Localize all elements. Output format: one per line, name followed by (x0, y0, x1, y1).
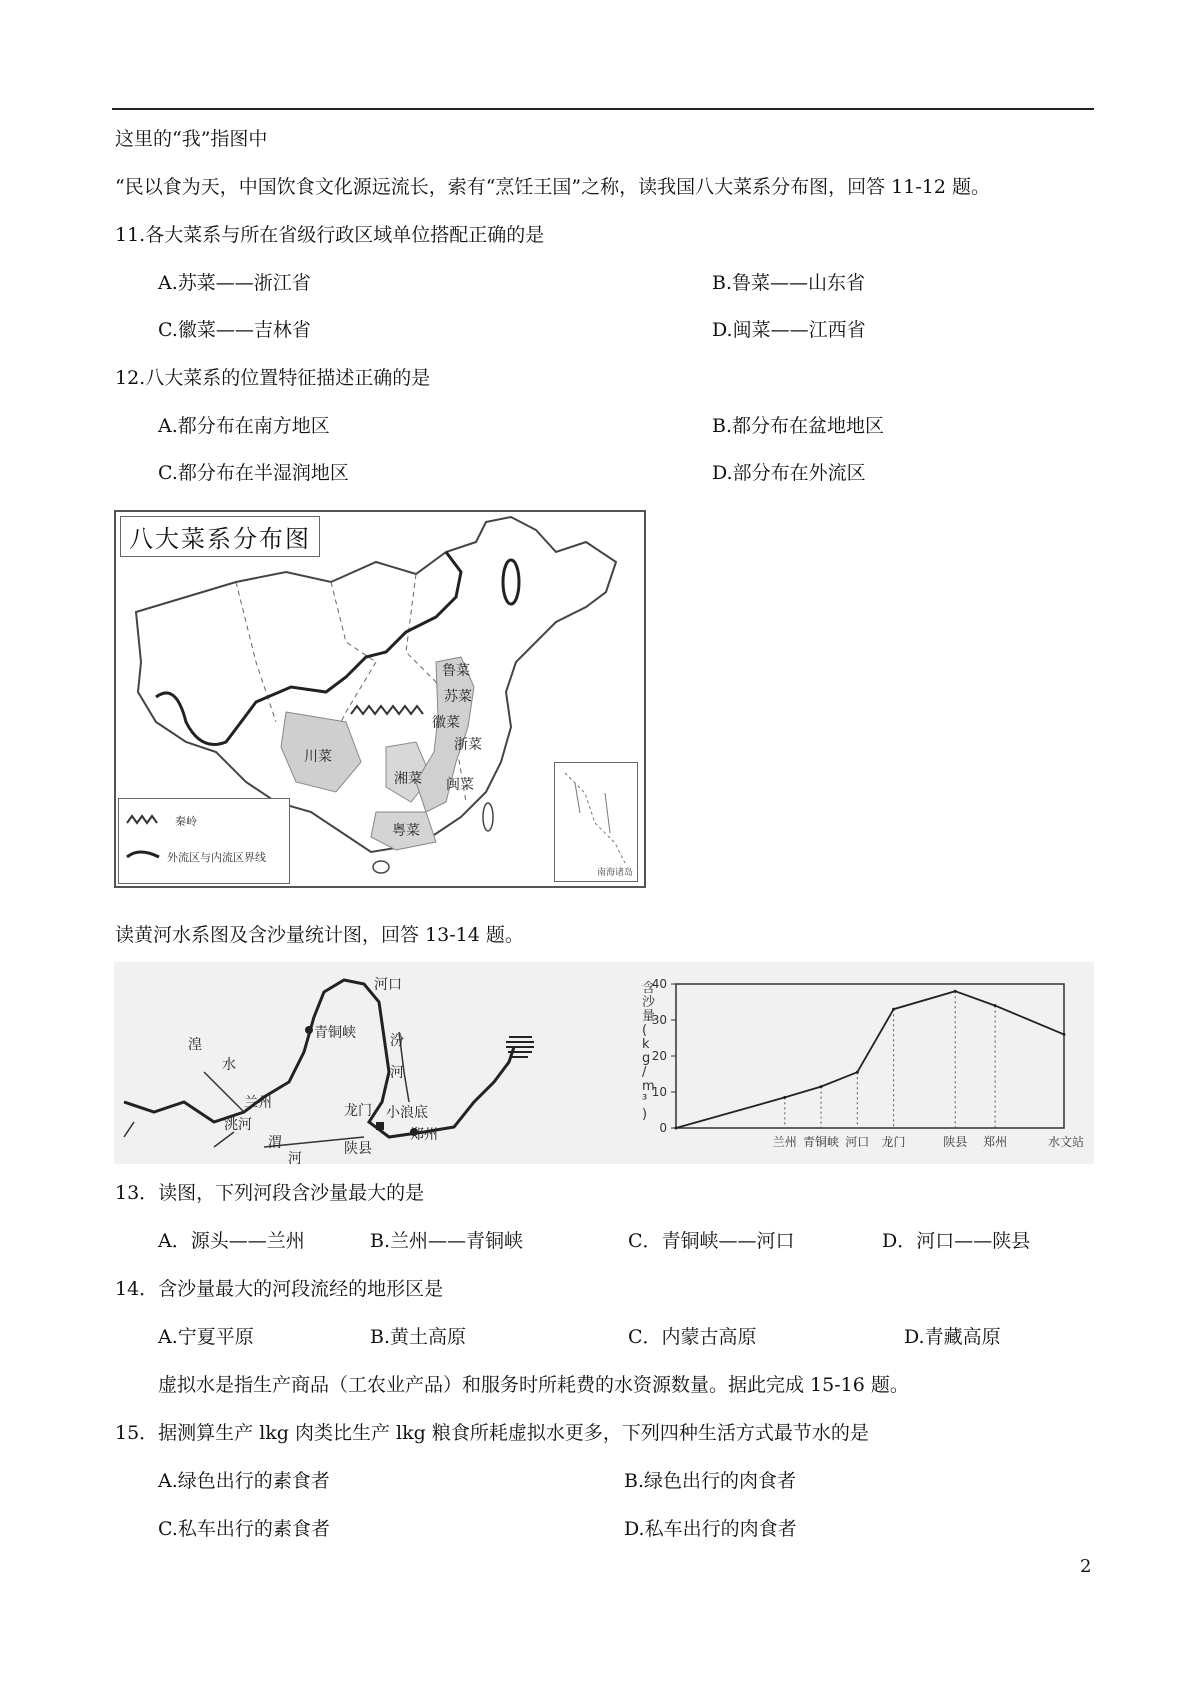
header-note: 这里的“我”指图中 (115, 128, 268, 150)
q12-stem: 12.八大菜系的位置特征描述正确的是 (115, 367, 431, 389)
q12-option-a: A.都分布在南方地区 (158, 415, 330, 437)
plot-frame (676, 984, 1064, 1128)
yellow-river-map (114, 962, 554, 1164)
header-rule (112, 108, 1094, 110)
q11-option-c: C.徽菜——吉林省 (158, 319, 311, 341)
sediment-data-point (1063, 1033, 1066, 1036)
y-tick-label: 20 (651, 1049, 667, 1063)
sediment-data-point (994, 1004, 997, 1007)
yellow-river-figure (114, 962, 1094, 1167)
x-category-label: 龙门 (881, 1135, 906, 1149)
q11-stem: 11.各大菜系与所在省级行政区域单位搭配正确的是 (115, 224, 545, 246)
intro-15-16: 虚拟水是指生产商品（工农业产品）和服务时所耗费的水资源数量。据此完成 15-16 题。 (158, 1374, 909, 1396)
q12-option-b: B.都分布在盆地地区 (712, 415, 885, 437)
q12-option-d: D.部分布在外流区 (712, 462, 866, 484)
q15-stem: 15．据测算生产 lkg 肉类比生产 lkg 粮食所耗虚拟水更多，下列四种生活方式最节水的是 (115, 1422, 869, 1444)
sediment-data-point (856, 1071, 859, 1074)
river-label-shanxian: 陕县 (344, 1141, 372, 1157)
q13-option-c: C．青铜峡——河口 (628, 1230, 795, 1252)
q13-option-d: D．河口——陕县 (882, 1230, 1031, 1252)
cuisine-map-title: 八大菜系分布图 (120, 516, 320, 557)
x-category-label: 陕县 (943, 1135, 968, 1149)
south-china-sea-inset (554, 762, 638, 882)
q15-option-d: D.私车出行的肉食者 (624, 1518, 797, 1540)
q13-stem: 13．读图，下列河段含沙量最大的是 (115, 1182, 425, 1204)
y-tick-label: 0 (659, 1121, 667, 1135)
cuisine-label-chuan: 川菜 (304, 749, 332, 765)
sediment-series-line (676, 991, 1064, 1128)
q14-stem: 14．含沙量最大的河段流经的地形区是 (115, 1278, 444, 1300)
q14-option-a: A.宁夏平原 (158, 1326, 254, 1348)
y-tick-label: 30 (651, 1013, 667, 1027)
cuisine-label-su: 苏菜 (444, 689, 472, 705)
q11-option-a: A.苏菜——浙江省 (158, 272, 311, 294)
sediment-data-point (675, 1127, 678, 1130)
q13-option-a: A．源头——兰州 (158, 1230, 305, 1252)
intro-11-12: “民以食为天，中国饮食文化源远流长，索有“烹饪王国”之称，读我国八大菜系分布图，回答 11-12 题。 (115, 176, 990, 198)
cuisine-map (114, 510, 646, 888)
q15-option-c: C.私车出行的素食者 (158, 1518, 330, 1540)
q14-option-c: C．内蒙古高原 (628, 1326, 757, 1348)
river-label-wei-he: 河 (288, 1151, 302, 1167)
q15-option-a: A.绿色出行的素食者 (158, 1470, 330, 1492)
x-category-label: 兰州 (772, 1135, 797, 1149)
legend-boundary: 外流区与内流区界线 (167, 851, 266, 864)
cuisine-label-yue: 粤菜 (392, 823, 420, 839)
river-label-xiaolangdi: 小浪底 (386, 1105, 428, 1121)
q14-option-b: B.黄土高原 (370, 1326, 467, 1348)
page-number: 2 (1080, 1556, 1092, 1577)
intro-13-14: 读黄河水系图及含沙量统计图，回答 13-14 题。 (115, 924, 524, 946)
y-axis-label: 含沙量( k g / m ³ ) (642, 981, 656, 1122)
river-label-hekou: 河口 (374, 977, 402, 993)
cuisine-label-lu: 鲁菜 (442, 663, 470, 679)
q13-option-b: B.兰州——青铜峡 (370, 1230, 524, 1252)
sediment-data-point (954, 990, 957, 993)
river-label-qingtongxia: 青铜峡 (314, 1025, 356, 1041)
river-label-fen: 汾 (390, 1033, 404, 1049)
sediment-data-point (783, 1096, 786, 1099)
sediment-chart (564, 962, 1094, 1164)
x-category-label: 青铜峡 (803, 1135, 840, 1149)
sediment-data-point (820, 1085, 823, 1088)
legend-qinling: 秦岭 (175, 815, 197, 828)
q15-option-b: B.绿色出行的肉食者 (624, 1470, 797, 1492)
q11-option-b: B.鲁菜——山东省 (712, 272, 866, 294)
river-label-huang: 湟 (188, 1037, 202, 1053)
x-axis-label: 水文站 (1047, 1135, 1085, 1149)
river-label-wei: 渭 (268, 1135, 282, 1151)
q14-option-d: D.青藏高原 (904, 1326, 1001, 1348)
river-label-shui: 水 (222, 1057, 236, 1073)
river-label-lanzhou: 兰州 (244, 1095, 272, 1111)
cuisine-label-hui: 徽菜 (432, 715, 460, 731)
legend-symbols (119, 799, 289, 883)
river-label-taohe: 洮河 (224, 1117, 252, 1133)
cuisine-label-min: 闽菜 (446, 777, 474, 793)
x-category-label: 河口 (845, 1135, 870, 1149)
inset-label: 南海诸岛 (596, 868, 633, 878)
cuisine-label-xiang: 湘菜 (394, 771, 422, 787)
cuisine-map-legend (118, 798, 290, 884)
cuisine-label-zhe: 浙菜 (454, 737, 482, 753)
sediment-data-point (892, 1008, 895, 1011)
river-label-zhengzhou: 郑州 (410, 1127, 438, 1143)
q12-option-c: C.都分布在半湿润地区 (158, 462, 349, 484)
inset-islands (555, 763, 637, 881)
y-tick-label: 40 (651, 977, 667, 991)
q11-option-d: D.闽菜——江西省 (712, 319, 866, 341)
river-label-fen-he: 河 (390, 1065, 404, 1081)
river-label-longmen: 龙门 (344, 1103, 372, 1119)
y-tick-label: 10 (651, 1085, 667, 1099)
x-category-label: 郑州 (983, 1135, 1008, 1149)
